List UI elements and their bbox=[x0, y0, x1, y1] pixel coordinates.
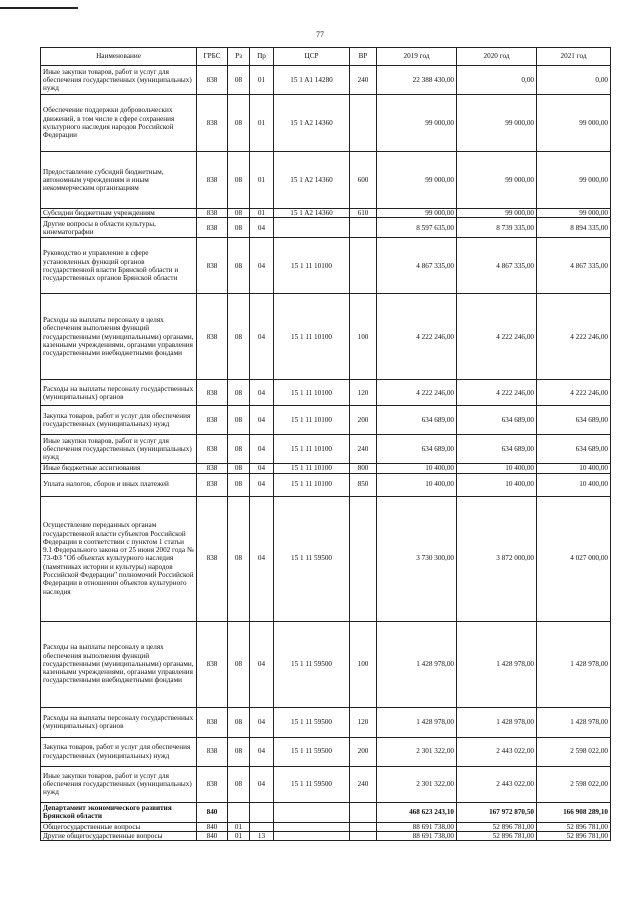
cell-vr: 240 bbox=[350, 766, 377, 802]
cell-name: Расходы на выплаты персоналу в целях обеспечения выполнения функций государственными (муниципальными) органами, казенными учреждениями, органами управления государственными внебюджетными фондами bbox=[41, 621, 197, 707]
cell-rz: 08 bbox=[228, 473, 250, 496]
cell-grbs: 838 bbox=[197, 707, 228, 737]
cell-2020: 4 222 246,00 bbox=[457, 380, 537, 406]
cell-pr: 04 bbox=[250, 406, 274, 435]
cell-name: Иные закупки товаров, работ и услуг для обеспечения государственных (муниципальных) нужд bbox=[41, 66, 197, 95]
cell-2019: 99 000,00 bbox=[377, 95, 457, 152]
cell-2021: 4 867 335,00 bbox=[537, 238, 611, 294]
page-number: 77 bbox=[316, 30, 324, 39]
cell-rz: 08 bbox=[228, 496, 250, 621]
cell-csr: 15 1 11 10100 bbox=[274, 435, 350, 464]
cell-vr: 100 bbox=[350, 294, 377, 380]
cell-name: Руководство и управление в сфере установленных функций органов государственной власти Брянской области и государственных органов Брянской области bbox=[41, 238, 197, 294]
cell-rz: 08 bbox=[228, 707, 250, 737]
cell-2020: 4 867 335,00 bbox=[457, 238, 537, 294]
cell-2019: 99 000,00 bbox=[377, 209, 457, 218]
col-header-grbs: ГРБС bbox=[197, 48, 228, 66]
cell-name: Осуществление переданных органам государственной власти субъектов Российской Федерации в соответствии с пунктом 1 статьи 9.1 Федерального закона от 25 июня 2002 года № 73-ФЗ "Об объектах культурного наследия (памятниках истории и культуры) народов Российской Федерации" полномочий Российской Федерации в отношении объектов культурного наследия bbox=[41, 496, 197, 621]
cell-grbs: 838 bbox=[197, 218, 228, 238]
cell-vr: 100 bbox=[350, 621, 377, 707]
cell-2020: 99 000,00 bbox=[457, 209, 537, 218]
cell-vr: 120 bbox=[350, 380, 377, 406]
col-header-name: Наименование bbox=[41, 48, 197, 66]
table-row bbox=[41, 435, 611, 464]
cell-pr: 04 bbox=[250, 473, 274, 496]
cell-2021: 2 598 022,00 bbox=[537, 766, 611, 802]
cell-pr: 01 bbox=[250, 95, 274, 152]
cell-grbs: 838 bbox=[197, 621, 228, 707]
cell-pr: 04 bbox=[250, 464, 274, 473]
cell-pr: 04 bbox=[250, 294, 274, 380]
cell-rz: 01 bbox=[228, 831, 250, 840]
cell-name: Департамент экономического развития Брянской области bbox=[41, 802, 197, 822]
cell-2019: 634 689,00 bbox=[377, 406, 457, 435]
cell-rz: 08 bbox=[228, 737, 250, 766]
cell-rz: 08 bbox=[228, 380, 250, 406]
cell-2021: 10 400,00 bbox=[537, 473, 611, 496]
cell-vr bbox=[350, 831, 377, 840]
cell-rz: 01 bbox=[228, 822, 250, 831]
cell-2019: 8 597 635,00 bbox=[377, 218, 457, 238]
cell-2020: 1 428 978,00 bbox=[457, 707, 537, 737]
cell-vr: 120 bbox=[350, 707, 377, 737]
cell-name: Уплата налогов, сборов и иных платежей bbox=[41, 473, 197, 496]
col-header-rz: Рз bbox=[228, 48, 250, 66]
cell-2021: 99 000,00 bbox=[537, 152, 611, 209]
cell-pr: 01 bbox=[250, 66, 274, 95]
cell-2020: 99 000,00 bbox=[457, 95, 537, 152]
table-row bbox=[41, 496, 611, 621]
cell-2021: 166 908 289,10 bbox=[537, 802, 611, 822]
cell-2021: 0,00 bbox=[537, 66, 611, 95]
cell-grbs: 840 bbox=[197, 831, 228, 840]
table-body bbox=[41, 66, 611, 841]
cell-rz: 08 bbox=[228, 766, 250, 802]
cell-2021: 52 896 781,00 bbox=[537, 831, 611, 840]
cell-csr: 15 1 11 59500 bbox=[274, 737, 350, 766]
table-row bbox=[41, 218, 611, 238]
table-row bbox=[41, 152, 611, 209]
cell-2021: 4 222 246,00 bbox=[537, 294, 611, 380]
table-row bbox=[41, 95, 611, 152]
cell-vr bbox=[350, 218, 377, 238]
cell-grbs: 838 bbox=[197, 473, 228, 496]
cell-2021: 4 027 000,00 bbox=[537, 496, 611, 621]
cell-pr: 04 bbox=[250, 621, 274, 707]
table-row bbox=[41, 464, 611, 473]
cell-csr: 15 1 A1 14280 bbox=[274, 66, 350, 95]
cell-2021: 634 689,00 bbox=[537, 435, 611, 464]
cell-rz: 08 bbox=[228, 621, 250, 707]
cell-vr bbox=[350, 802, 377, 822]
cell-grbs: 838 bbox=[197, 209, 228, 218]
cell-2020: 167 972 870,50 bbox=[457, 802, 537, 822]
cell-csr: 15 1 A2 14360 bbox=[274, 95, 350, 152]
cell-rz: 08 bbox=[228, 435, 250, 464]
table-row bbox=[41, 621, 611, 707]
cell-2020: 3 872 000,00 bbox=[457, 496, 537, 621]
cell-2020: 10 400,00 bbox=[457, 464, 537, 473]
cell-2019: 10 400,00 bbox=[377, 473, 457, 496]
cell-grbs: 838 bbox=[197, 66, 228, 95]
cell-2021: 8 894 335,00 bbox=[537, 218, 611, 238]
cell-csr: 15 1 11 10100 bbox=[274, 473, 350, 496]
cell-grbs: 838 bbox=[197, 152, 228, 209]
table-row bbox=[41, 473, 611, 496]
cell-name: Предоставление субсидий бюджетным, автономным учреждениям и иным некоммерческим организациям bbox=[41, 152, 197, 209]
table-row bbox=[41, 766, 611, 802]
cell-vr bbox=[350, 496, 377, 621]
col-header-vr: ВР bbox=[350, 48, 377, 66]
cell-2019: 88 691 738,00 bbox=[377, 831, 457, 840]
cell-grbs: 838 bbox=[197, 496, 228, 621]
cell-2020: 52 896 781,00 bbox=[457, 822, 537, 831]
cell-csr: 15 1 11 10100 bbox=[274, 464, 350, 473]
budget-table bbox=[40, 47, 611, 841]
cell-vr bbox=[350, 95, 377, 152]
cell-2021: 52 896 781,00 bbox=[537, 822, 611, 831]
table-row bbox=[41, 707, 611, 737]
cell-2020: 2 443 022,00 bbox=[457, 737, 537, 766]
cell-grbs: 838 bbox=[197, 238, 228, 294]
cell-pr: 04 bbox=[250, 238, 274, 294]
cell-vr: 600 bbox=[350, 152, 377, 209]
cell-rz: 08 bbox=[228, 238, 250, 294]
cell-2019: 468 623 243,10 bbox=[377, 802, 457, 822]
cell-rz: 08 bbox=[228, 464, 250, 473]
cell-name: Расходы на выплаты персоналу в целях обеспечения выполнения функций государственными (муниципальными) органами, казенными учреждениями, органами управления государственными внебюджетными фондами bbox=[41, 294, 197, 380]
table-row bbox=[41, 737, 611, 766]
cell-grbs: 838 bbox=[197, 435, 228, 464]
col-header-2020: 2020 год bbox=[457, 48, 537, 66]
cell-pr: 04 bbox=[250, 737, 274, 766]
cell-rz: 08 bbox=[228, 95, 250, 152]
cell-2019: 88 691 738,00 bbox=[377, 822, 457, 831]
col-header-2021: 2021 год bbox=[537, 48, 611, 66]
cell-2019: 2 301 322,00 bbox=[377, 737, 457, 766]
cell-csr bbox=[274, 802, 350, 822]
cell-name: Другие вопросы в области культуры, кинематографии bbox=[41, 218, 197, 238]
cell-2019: 4 222 246,00 bbox=[377, 294, 457, 380]
cell-csr: 15 1 11 59500 bbox=[274, 621, 350, 707]
cell-csr bbox=[274, 822, 350, 831]
cell-2020: 634 689,00 bbox=[457, 406, 537, 435]
cell-pr: 04 bbox=[250, 218, 274, 238]
cell-csr: 15 1 11 10100 bbox=[274, 238, 350, 294]
cell-csr bbox=[274, 218, 350, 238]
cell-pr bbox=[250, 822, 274, 831]
cell-2020: 4 222 246,00 bbox=[457, 294, 537, 380]
cell-pr: 04 bbox=[250, 766, 274, 802]
cell-grbs: 840 bbox=[197, 822, 228, 831]
cell-2019: 1 428 978,00 bbox=[377, 707, 457, 737]
cell-rz: 08 bbox=[228, 406, 250, 435]
cell-rz: 08 bbox=[228, 209, 250, 218]
cell-2020: 10 400,00 bbox=[457, 473, 537, 496]
cell-csr: 15 1 A2 14360 bbox=[274, 209, 350, 218]
cell-name: Закупка товаров, работ и услуг для обеспечения государственных (муниципальных) нужд bbox=[41, 737, 197, 766]
cell-name: Иные закупки товаров, работ и услуг для обеспечения государственных (муниципальных) нужд bbox=[41, 435, 197, 464]
table-row bbox=[41, 831, 611, 840]
cell-name: Расходы на выплаты персоналу государственных (муниципальных) органов bbox=[41, 380, 197, 406]
cell-2020: 1 428 978,00 bbox=[457, 621, 537, 707]
cell-vr bbox=[350, 238, 377, 294]
cell-csr: 15 1 11 10100 bbox=[274, 406, 350, 435]
table-row bbox=[41, 822, 611, 831]
table-row bbox=[41, 802, 611, 822]
cell-grbs: 838 bbox=[197, 380, 228, 406]
cell-2019: 2 301 322,00 bbox=[377, 766, 457, 802]
cell-grbs: 840 bbox=[197, 802, 228, 822]
cell-vr: 800 bbox=[350, 464, 377, 473]
table-row bbox=[41, 294, 611, 380]
cell-2021: 99 000,00 bbox=[537, 209, 611, 218]
cell-csr: 15 1 A2 14360 bbox=[274, 152, 350, 209]
cell-pr bbox=[250, 802, 274, 822]
cell-2019: 99 000,00 bbox=[377, 152, 457, 209]
cell-name: Закупка товаров, работ и услуг для обеспечения государственных (муниципальных) нужд bbox=[41, 406, 197, 435]
cell-pr: 01 bbox=[250, 209, 274, 218]
cell-2020: 2 443 022,00 bbox=[457, 766, 537, 802]
cell-2019: 1 428 978,00 bbox=[377, 621, 457, 707]
cell-2021: 1 428 978,00 bbox=[537, 621, 611, 707]
cell-csr: 15 1 11 59500 bbox=[274, 496, 350, 621]
cell-name: Иные закупки товаров, работ и услуг для обеспечения государственных (муниципальных) нужд bbox=[41, 766, 197, 802]
cell-2020: 0,00 bbox=[457, 66, 537, 95]
cell-pr: 04 bbox=[250, 496, 274, 621]
cell-pr: 04 bbox=[250, 380, 274, 406]
cell-2021: 2 598 022,00 bbox=[537, 737, 611, 766]
cell-2021: 634 689,00 bbox=[537, 406, 611, 435]
cell-vr: 240 bbox=[350, 435, 377, 464]
cell-name: Расходы на выплаты персоналу государственных (муниципальных) органов bbox=[41, 707, 197, 737]
cell-csr bbox=[274, 831, 350, 840]
cell-csr: 15 1 11 59500 bbox=[274, 766, 350, 802]
cell-grbs: 838 bbox=[197, 294, 228, 380]
cell-name: Другие общегосударственные вопросы bbox=[41, 831, 197, 840]
table-row bbox=[41, 238, 611, 294]
col-header-2019: 2019 год bbox=[377, 48, 457, 66]
cell-pr: 01 bbox=[250, 152, 274, 209]
cell-vr: 200 bbox=[350, 406, 377, 435]
cell-grbs: 838 bbox=[197, 737, 228, 766]
cell-rz: 08 bbox=[228, 152, 250, 209]
cell-2019: 22 388 430,00 bbox=[377, 66, 457, 95]
cell-2020: 99 000,00 bbox=[457, 152, 537, 209]
col-header-pr: Пр bbox=[250, 48, 274, 66]
table-row bbox=[41, 66, 611, 95]
table-row bbox=[41, 209, 611, 218]
cell-2019: 10 400,00 bbox=[377, 464, 457, 473]
cell-2020: 634 689,00 bbox=[457, 435, 537, 464]
cell-grbs: 838 bbox=[197, 406, 228, 435]
cell-2021: 1 428 978,00 bbox=[537, 707, 611, 737]
table-row bbox=[41, 380, 611, 406]
cell-csr: 15 1 11 59500 bbox=[274, 707, 350, 737]
table-header-row bbox=[41, 48, 611, 66]
cell-grbs: 838 bbox=[197, 766, 228, 802]
cell-2021: 99 000,00 bbox=[537, 95, 611, 152]
cell-csr: 15 1 11 10100 bbox=[274, 294, 350, 380]
cell-name: Иные бюджетные ассигнования bbox=[41, 464, 197, 473]
cell-rz: 08 bbox=[228, 66, 250, 95]
col-header-csr: ЦСР bbox=[274, 48, 350, 66]
cell-2019: 3 730 300,00 bbox=[377, 496, 457, 621]
cell-2021: 4 222 246,00 bbox=[537, 380, 611, 406]
cell-vr: 240 bbox=[350, 66, 377, 95]
cell-name: Обеспечение поддержки добровольческих движений, в том числе в сфере сохранения культурного наследия народов Российской Федерации bbox=[41, 95, 197, 152]
cell-rz bbox=[228, 802, 250, 822]
cell-pr: 04 bbox=[250, 435, 274, 464]
cell-vr: 850 bbox=[350, 473, 377, 496]
cell-vr bbox=[350, 822, 377, 831]
cell-pr: 13 bbox=[250, 831, 274, 840]
cell-vr: 200 bbox=[350, 737, 377, 766]
cell-rz: 08 bbox=[228, 294, 250, 380]
cell-csr: 15 1 11 10100 bbox=[274, 380, 350, 406]
cell-2019: 4 222 246,00 bbox=[377, 380, 457, 406]
cell-2020: 52 896 781,00 bbox=[457, 831, 537, 840]
cell-grbs: 838 bbox=[197, 95, 228, 152]
cell-2021: 10 400,00 bbox=[537, 464, 611, 473]
cell-rz: 08 bbox=[228, 218, 250, 238]
cell-vr: 610 bbox=[350, 209, 377, 218]
cell-name: Субсидии бюджетным учреждениям bbox=[41, 209, 197, 218]
table-row bbox=[41, 406, 611, 435]
top-rule bbox=[0, 7, 78, 9]
cell-2019: 4 867 335,00 bbox=[377, 238, 457, 294]
cell-2019: 634 689,00 bbox=[377, 435, 457, 464]
cell-2020: 8 739 335,00 bbox=[457, 218, 537, 238]
cell-name: Общегосударственные вопросы bbox=[41, 822, 197, 831]
cell-grbs: 838 bbox=[197, 464, 228, 473]
cell-pr: 04 bbox=[250, 707, 274, 737]
